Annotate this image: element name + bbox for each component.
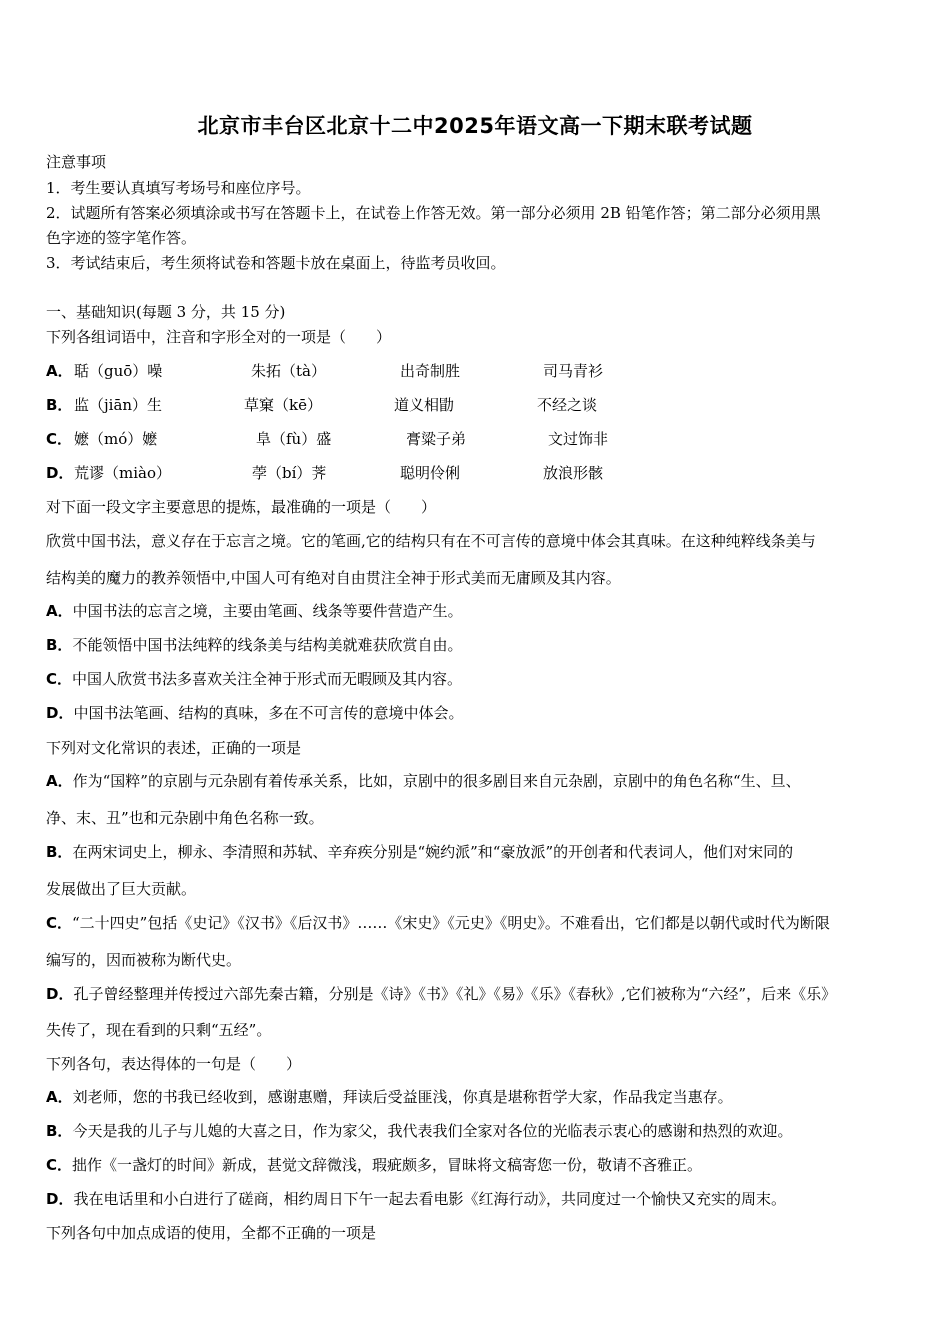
option-label: B． [46, 1122, 73, 1140]
option-label: B． [46, 396, 73, 414]
q3-option-a [46, 770, 801, 791]
q2-option-a [46, 600, 463, 621]
option-label: D． [46, 704, 74, 722]
option-label: A． [46, 772, 73, 790]
q1-a-word-1: 聒（guō）噪 [74, 362, 163, 380]
q2-option-b [46, 634, 462, 655]
q1-a-word-2: 朱拓（tà） [251, 362, 326, 380]
section-heading: 一、基础知识(每题 3 分，共 15 分) [46, 303, 286, 321]
option-text: 作为“国粹”的京剧与元杂剧有着传承关系，比如，京剧中的很多剧目来自元杂剧，京剧中的角色名称“生、旦、 [72, 772, 801, 790]
option-label: C． [46, 914, 73, 932]
q1-d-word-3: 聪明伶俐 [400, 464, 461, 482]
page-title: 北京市丰台区北京十二中2025年语文高一下期末联考试题 [197, 114, 753, 138]
q1-b-word-3: 道义相勖 [394, 396, 455, 414]
q1-d-word-1: 荒谬（miào） [74, 464, 171, 482]
option-text: 我在电话里和小白进行了磋商，相约周日下午一起去看电影《红海行动》，共同度过一个愉快又充实的周末。 [73, 1190, 786, 1208]
q1-c-word-4: 文过饰非 [548, 430, 609, 448]
q1-a-word-4: 司马青衫 [543, 362, 604, 380]
q3-option-c [46, 912, 830, 933]
q1-c-word-2: 阜（fù）盛 [256, 430, 332, 448]
q3-option-d [46, 983, 836, 1004]
question-5-stem: 下列各句中加点成语的使用，全都不正确的一项是 [46, 1224, 377, 1242]
q1-d-word-2: 荸（bí）荠 [252, 464, 327, 482]
q1-d-word-4: 放浪形骸 [543, 464, 604, 482]
option-text: 在两宋词史上，柳永、李清照和苏轼、辛弃疾分别是“婉约派”和“豪放派”的开创者和代表词人，他们对宋同的 [72, 843, 794, 861]
q4-option-b [46, 1120, 792, 1141]
option-label: A． [46, 1088, 73, 1106]
q3-option-c-cont: 编写的，因而被称为断代史。 [46, 951, 242, 969]
q1-a-word-3: 出奇制胜 [400, 362, 461, 380]
notice-item-1: 1．考生要认真填写考场号和座位序号。 [46, 179, 311, 197]
option-text: 中国书法的忘言之境，主要由笔画、线条等要件营造产生。 [72, 602, 463, 620]
question-4-stem: 下列各句，表达得体的一句是（ ） [46, 1055, 302, 1073]
option-text: 孔子曾经整理并传授过六部先秦古籍，分别是《诗》《书》《礼》《易》《乐》《春秋》,它们被称为“六经”，后来《乐》 [73, 985, 837, 1003]
q3-option-b [46, 841, 793, 862]
q3-option-b-cont: 发展做出了巨大贡献。 [46, 880, 197, 898]
option-text: 中国书法笔画、结构的真味，多在不可言传的意境中体会。 [73, 704, 464, 722]
q1-c-word-3: 膏粱子弟 [406, 430, 467, 448]
q1-b-word-1: 监（jiān）生 [74, 396, 163, 414]
option-text: “二十四史”包括《史记》《汉书》《后汉书》……《宋史》《元史》《明史》。不难看出，它们都是以朝代或时代为断限 [72, 914, 830, 932]
option-label: B． [46, 636, 73, 654]
q1-c-word-1: 嬷（mó）嬷 [74, 430, 158, 448]
notice-item-2: 2．试题所有答案必须填涂或书写在答题卡上，在试卷上作答无效。第一部分必须用 2B 铅笔作答；第二部分必须用黑 [46, 204, 821, 222]
option-text: 拙作《一盏灯的时间》新成，甚觉文辞微浅，瑕疵颇多，冒昧将文稿寄您一份，敬请不吝雅正。 [72, 1156, 703, 1174]
option-label: C． [46, 1156, 73, 1174]
q4-option-d [46, 1188, 786, 1209]
option-label: C． [46, 430, 73, 448]
option-label: C． [46, 670, 73, 688]
question-1-stem: 下列各组词语中，注音和字形全对的一项是（ ） [46, 328, 392, 346]
q1-b-word-4: 不经之谈 [537, 396, 598, 414]
option-label: D． [46, 985, 74, 1003]
option-text: 今天是我的儿子与儿媳的大喜之日，作为家父，我代表我们全家对各位的光临表示衷心的感谢和热烈的欢迎。 [72, 1122, 793, 1140]
q2-passage-line-1: 欣赏中国书法，意义存在于忘言之境。它的笔画,它的结构只有在不可言传的意境中体会其真味。在这种纯粹线条美与 [46, 532, 816, 550]
question-3-stem: 下列对文化常识的表述，正确的一项是 [46, 739, 302, 757]
notice-item-2-cont: 色字迹的签字笔作答。 [46, 229, 197, 247]
q4-option-a [46, 1086, 733, 1107]
option-label: D． [46, 464, 74, 482]
question-2-stem: 对下面一段文字主要意思的提炼，最准确的一项是（ ） [46, 498, 437, 516]
option-label: D． [46, 1190, 74, 1208]
q2-option-d [46, 702, 463, 723]
option-text: 刘老师，您的书我已经收到，感谢惠赠，拜读后受益匪浅，你真是堪称哲学大家，作品我定当惠存。 [72, 1088, 733, 1106]
option-label: A． [46, 602, 73, 620]
notice-item-3: 3．考试结束后，考生须将试卷和答题卡放在桌面上，待监考员收回。 [46, 254, 506, 272]
notice-heading: 注意事项 [46, 153, 107, 171]
option-text: 中国人欣赏书法多喜欢关注全神于形式而无暇顾及其内容。 [72, 670, 463, 688]
option-label: B． [46, 843, 73, 861]
q1-b-word-2: 草窠（kē） [244, 396, 322, 414]
option-label: A． [46, 362, 73, 380]
q2-option-c [46, 668, 462, 689]
q3-option-d-cont: 失传了，现在看到的只剩“五经”。 [46, 1021, 272, 1039]
option-text: 不能领悟中国书法纯粹的线条美与结构美就难获欣赏自由。 [72, 636, 463, 654]
q4-option-c [46, 1154, 702, 1175]
q3-option-a-cont: 净、末、丑”也和元杂剧中角色名称一致。 [46, 809, 324, 827]
q2-passage-line-2: 结构美的魔力的教养领悟中,中国人可有绝对自由贯注全神于形式美而无庸顾及其内容。 [46, 569, 621, 587]
